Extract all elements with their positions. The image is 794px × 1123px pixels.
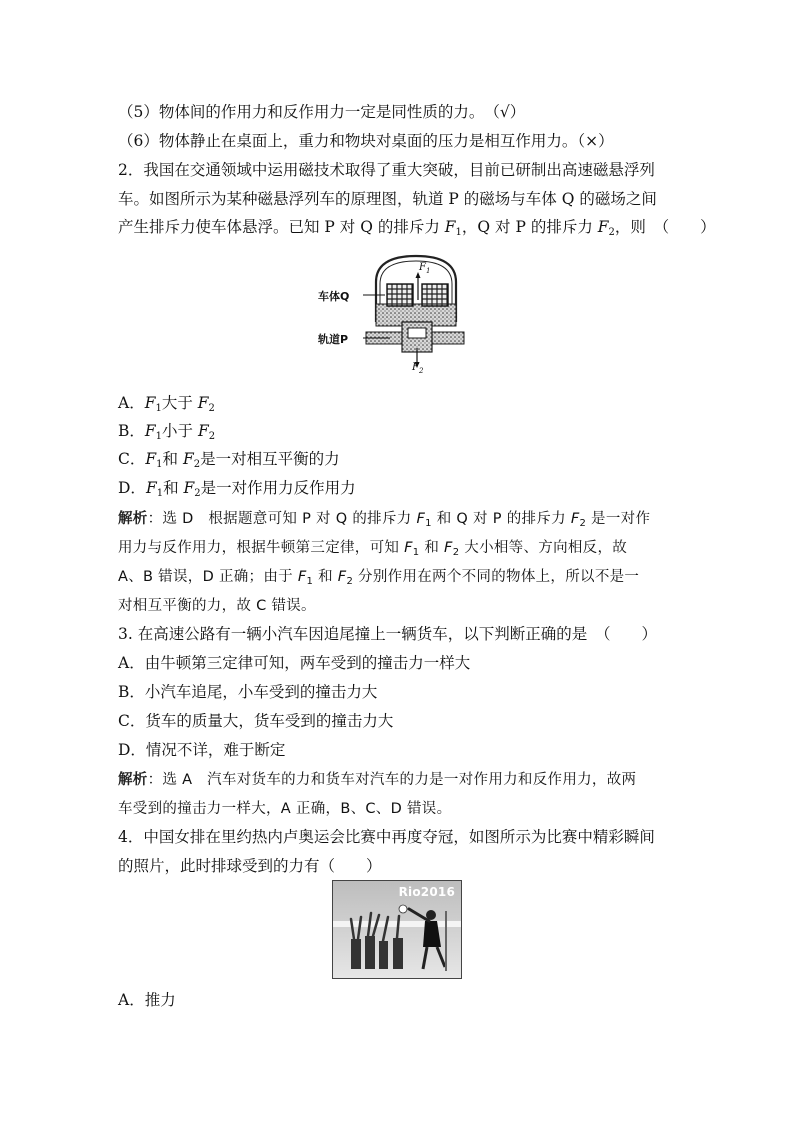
label-f2: $F_2$ — [412, 362, 424, 375]
q2-option-a: A．$F_1$大于 $F_2$ — [118, 394, 215, 414]
volleyball-photo — [332, 880, 462, 979]
q2-option-b: B．$F_1$小于 $F_2$ — [118, 422, 216, 442]
q3-option-a: A．由牛顿第三定律可知，两车受到的撞击力一样大 — [118, 654, 471, 672]
label-track-p: 轨道P — [318, 333, 349, 346]
q2-stem-line1: 2．我国在交通领域中运用磁技术取得了重大突破，目前已研制出高速磁悬浮列 — [118, 161, 655, 179]
label-car-body-q: 车体Q — [318, 290, 350, 303]
q1-item-5: （5）物体间的作用力和反作用力一定是同性质的力。 （√） — [118, 103, 526, 121]
q2-stem-line3: 产生排斥力使车体悬浮。已知 P 对 Q 的排斥力 $F_1$，Q 对 P 的排斥力 $F_2$，则 （ ） — [118, 218, 716, 238]
q4-option-a: A．推力 — [118, 991, 176, 1009]
maglev-diagram — [318, 252, 480, 378]
q2-stem-line2: 车。如图所示为某种磁悬浮列车的原理图，轨道 P 的磁场与车体 Q 的磁场之间 — [118, 190, 657, 208]
q3-explanation-line2: 车受到的撞击力一样大，A 正确，B、C、D 错误。 — [118, 801, 452, 817]
q3-option-b: B．小汽车追尾，小车受到的撞击力大 — [118, 683, 378, 701]
q1-item-6: （6）物体静止在桌面上，重力和物块对桌面的压力是相互作用力。（×） — [118, 132, 614, 150]
q2-explanation-line4: 对相互平衡的力，故 C 错误。 — [118, 598, 316, 614]
q4-stem-line2: 的照片，此时排球受到的力有（ ） — [118, 857, 382, 875]
q3-option-c: C．货车的质量大，货车受到的撞击力大 — [118, 712, 394, 730]
q2-option-d: D．$F_1$和 $F_2$是一对作用力反作用力 — [118, 479, 356, 499]
q2-explanation-line1: 解析：选 D 根据题意可知 P 对 Q 的排斥力 $F_1$ 和 Q 对 P 的排斥力 $F_2$ 是一对作 — [118, 511, 651, 529]
q3-option-d: D．情况不详，难于断定 — [118, 741, 286, 759]
label-f1: $F_1$ — [419, 262, 431, 275]
q2-explanation-line3: A、B 错误，D 正确；由于 $F_1$ 和 $F_2$ 分别作用在两个不同的物体上，所以不是一 — [118, 569, 640, 587]
q3-explanation-line1: 解析：选 A 汽车对货车的力和货车对汽车的力是一对作用力和反作用力，故两 — [118, 772, 637, 788]
rio-2016-logo: Rio2016 — [398, 885, 455, 899]
q3-stem: 3. 在高速公路有一辆小汽车因追尾撞上一辆货车，以下判断正确的是 （ ） — [118, 625, 657, 643]
q2-option-c: C．$F_1$和 $F_2$是一对相互平衡的力 — [118, 450, 340, 470]
q2-explanation-line2: 用力与反作用力，根据牛顿第三定律，可知 $F_1$ 和 $F_2$ 大小相等、方向相反，故 — [118, 540, 628, 558]
q4-stem-line1: 4．中国女排在里约热内卢奥运会比赛中再度夺冠，如图所示为比赛中精彩瞬间 — [118, 828, 655, 846]
